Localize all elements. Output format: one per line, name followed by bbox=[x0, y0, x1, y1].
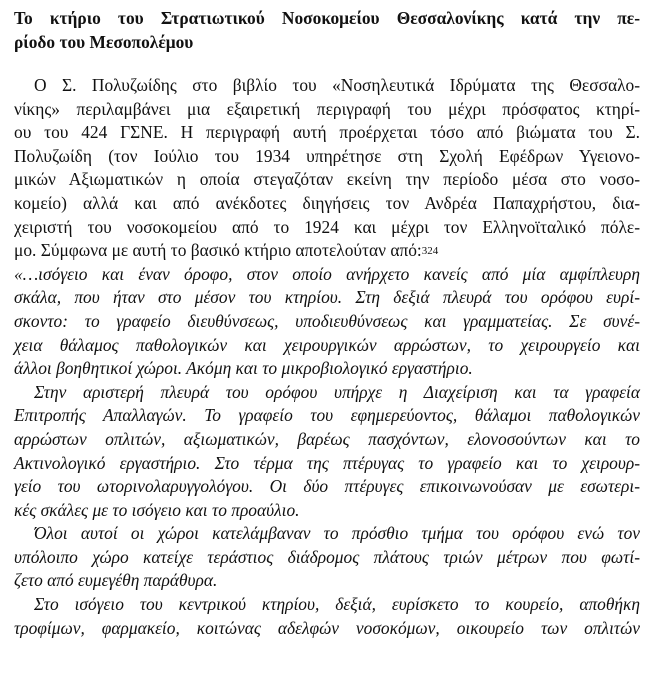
quote-line: Στην αριστερή πλευρά του ορόφου υπήρχε η Διαχείριση και τα γραφεία bbox=[34, 381, 640, 402]
paragraph-line: ου του 424 ΓΣΝΕ. Η περιγραφή αυτή προέρχεται τόσο από βιώματα του Σ. bbox=[14, 122, 640, 143]
footnote-reference[interactable]: 324 bbox=[421, 245, 439, 258]
quote-line: σκάλα, που ήταν στο μέσον του κτηρίου. Στη δεξιά πλευρά του ορόφου ευρί- bbox=[14, 287, 640, 308]
quote-line: Στο ισόγειο του κεντρικού κτηρίου, δεξιά, ευρίσκετο το κουρείο, αποθήκη bbox=[34, 594, 640, 615]
section-title bbox=[14, 6, 640, 54]
paragraph-line: χειριστή του νοσοκομείου από το 1924 και μέχρι τον Ελληνοϊταλικό πόλε- bbox=[14, 216, 640, 237]
quote-line: Όλοι αυτοί οι χώροι κατελάμβαναν το πρόσθιο τμήμα του ορόφου ενώ τον bbox=[34, 523, 640, 544]
quote-line: Ακτινολογικό εργαστήριο. Στο τέρμα της πτέρυγας το γραφείο και το χειρουρ- bbox=[14, 452, 640, 473]
paragraph-line bbox=[14, 239, 640, 263]
quote-line: γείο του ωτορινολαρυγγολόγου. Οι δύο πτέρυγες επικοινωνούσαν με εσωτερι- bbox=[14, 476, 640, 497]
paragraph-line: μικών Αξιωματικών η οποία στεγαζόταν εκείνη την περίοδο μέσα στο νοσο- bbox=[14, 169, 640, 190]
quote-line: Επιτροπής Απαλλαγών. Το γραφείο του εφημερεύοντος, θάλαμοι παθολογικών bbox=[14, 405, 640, 426]
quote-line: «…ισόγειο και έναν όροφο, στον οποίο ανήρχετο κανείς από μία αμφίπλευρη bbox=[14, 263, 640, 284]
quote-line: χεια θάλαμος παθολογικών και χειρουργικών αρρώστων, το χειρουργείο και bbox=[14, 334, 640, 355]
title-line-2: ρίοδο του Μεσοπολέμου bbox=[14, 32, 194, 52]
quotation-block bbox=[14, 263, 640, 641]
paragraph-line: νίκης» περιλαμβάνει μια εξαιρετική περιγραφή του μέχρι πρόσφατος κτηρί- bbox=[14, 98, 640, 119]
quote-line: άλλοι βοηθητικοί χώροι. Ακόμη και το μικροβιολογικό εργαστήριο. bbox=[14, 358, 473, 379]
quote-line: ζετο από ευμεγέθη παράθυρα. bbox=[14, 570, 218, 591]
paragraph-line: Πολυζωίδη (τον Ιούλιο του 1934 υπηρέτησε στη Σχολή Εφέδρων Υγειονο- bbox=[14, 145, 640, 166]
quote-line: τροφίμων, φαρμακείο, κοιτώνας αδελφών νοσοκόμων, οικουρείο των οπλιτών bbox=[14, 617, 640, 638]
title-line-1: Το κτήριο του Στρατιωτικού Νοσοκομείου Θεσσαλονίκης κατά την πε- bbox=[14, 8, 640, 28]
quote-line: σκοντο: το γραφείο διευθύνσεως, υποδιευθύνσεως και γραμματείας. Σε συνέ- bbox=[14, 310, 640, 331]
quote-line: κές σκάλες με το ισόγειο και το προαύλιο. bbox=[14, 499, 300, 520]
paragraph-line: Ο Σ. Πολυζωίδης στο βιβλίο του «Νοσηλευτικά Ιδρύματα της Θεσσαλο- bbox=[34, 75, 640, 95]
paragraph-line: κομείο) αλλά και από ανέκδοτες διηγήσεις τον Ανδρέα Παπαχρήστου, δια- bbox=[14, 192, 640, 213]
quote-line: αρρώστων οπλιτών, αξιωματικών, βαρέως πασχόντων, ελονοσούντων και το bbox=[14, 428, 640, 449]
document-page bbox=[14, 6, 640, 640]
intro-paragraph bbox=[14, 74, 640, 263]
paragraph-line-text: μο. Σύμφωνα με αυτή το βασικό κτήριο αποτελούταν από: bbox=[14, 240, 422, 261]
quote-line: υπόλοιπο χώρο κατείχε τεράστιος διάδρομος πλάτους τριών μέτρων που φωτί- bbox=[14, 546, 640, 567]
